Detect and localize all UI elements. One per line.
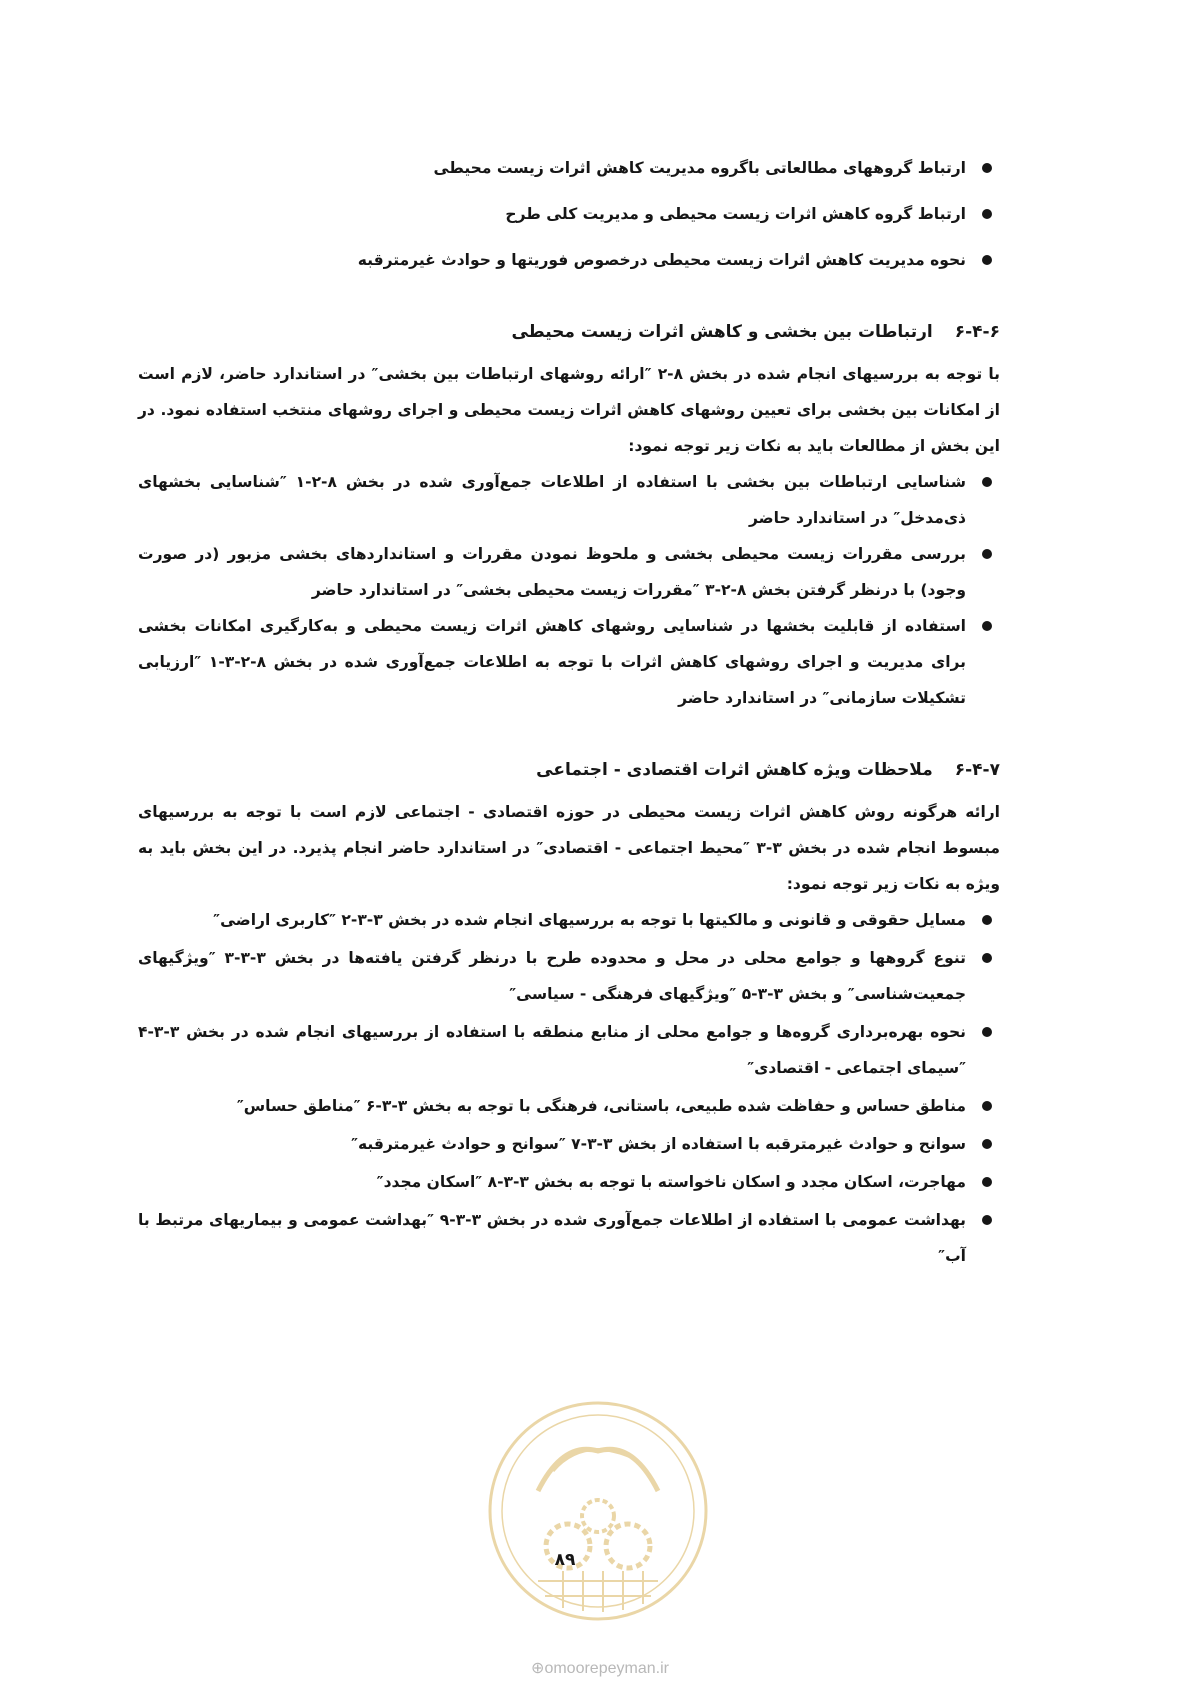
bullet-icon <box>982 621 992 631</box>
document-body <box>138 150 1000 1276</box>
bullet-icon <box>982 163 992 173</box>
list-item: ارتباط گروههای مطالعاتی باگروه مدیریت کاهش اثرات زیست محیطی <box>138 150 1000 186</box>
bullet-icon <box>982 1215 992 1225</box>
list-item: مهاجرت، اسکان مجدد و اسکان ناخواسته با توجه به بخش ۳-۳-۸ ″اسکان مجدد″ <box>138 1164 1000 1200</box>
list-item: بهداشت عمومی با استفاده از اطلاعات جمع‌آوری شده در بخش ۳-۳-۹ ″بهداشت عمومی و بیماریهای مرتبط با آب″ <box>138 1202 1000 1274</box>
bullet-icon <box>982 953 992 963</box>
list-item: استفاده از قابلیت بخشها در شناسایی روشهای کاهش اثرات زیست محیطی و به‌کارگیری امکانات بخشی برای مدیریت و اجرای روشهای کاهش اثرات با توجه به اطلاعات جمع‌آوری شده در بخش ۸-۲-۳-۱ ″ارزیابی تشکیلات سازمانی″ در استاندارد حاضر <box>138 608 1000 716</box>
list-item: شناسایی ارتباطات بین بخشی با استفاده از اطلاعات جمع‌آوری شده در بخش ۸-۲-۱ ″شناسایی بخشهای ذی‌مدخل″ در استاندارد حاضر <box>138 464 1000 536</box>
bullet-list-section-6 <box>138 464 1000 716</box>
list-item: نحوه مدیریت کاهش اثرات زیست محیطی درخصوص فوریتها و حوادث غیرمترقبه <box>138 242 1000 278</box>
section-heading-6-4-7 <box>138 752 1000 788</box>
bullet-icon <box>982 1027 992 1037</box>
list-item: مسایل حقوقی و قانونی و مالکیتها با توجه به بررسیهای انجام شده در بخش ۳-۳-۲ ″کاربری اراضی″ <box>138 902 1000 938</box>
globe-icon: ⊕ <box>531 1660 545 1677</box>
section-title: ارتباطات بین بخشی و کاهش اثرات زیست محیطی <box>511 322 933 342</box>
section-number: ۶-۴-۶ <box>954 322 1000 342</box>
section-paragraph: ارائه هرگونه روش کاهش اثرات زیست محیطی در حوزه اقتصادی - اجتماعی لازم است با توجه به بررسیهای مبسوط انجام شده در بخش ۳-۳ ″محیط اجتماعی - اقتصادی″ در استاندارد حاضر انجام پذیرد. در این بخش باید به ویژه به نکات زیر توجه نمود: <box>138 803 1000 893</box>
watermark-site-url: ⊕omoorepeyman.ir <box>531 1660 669 1677</box>
watermark-logo-icon <box>483 1396 713 1626</box>
list-item: نحوه بهره‌برداری گروه‌ها و جوامع محلی از منابع منطقه با استفاده از بررسیهای انجام شده در بخش ۳-۳-۴ ″سیمای اجتماعی - اقتصادی″ <box>138 1014 1000 1086</box>
section-title: ملاحظات ویژه کاهش اثرات اقتصادی - اجتماعی <box>536 760 933 780</box>
bullet-list-section-7 <box>138 902 1000 1274</box>
bullet-icon <box>982 1101 992 1111</box>
list-item: سوانح و حوادث غیرمترقبه با استفاده از بخش ۳-۳-۷ ″سوانح و حوادث غیرمترقبه″ <box>138 1126 1000 1162</box>
section-heading-6-4-6 <box>138 314 1000 350</box>
bullet-icon <box>982 1139 992 1149</box>
list-item: تنوع گروهها و جوامع محلی در محل و محدوده طرح با درنظر گرفتن یافته‌ها در بخش ۳-۳-۳ ″ویژگیهای جمعیت‌شناسی″ و بخش ۳-۳-۵ ″ویژگیهای فرهنگی - سیاسی″ <box>138 940 1000 1012</box>
bullet-icon <box>982 255 992 265</box>
list-item: بررسی مقررات زیست محیطی بخشی و ملحوظ نمودن مقررات و استانداردهای بخشی مزبور (در صورت وجود) با درنظر گرفتن بخش ۸-۲-۳ ″مقررات زیست محیطی بخشی″ در استاندارد حاضر <box>138 536 1000 608</box>
bullet-icon <box>982 209 992 219</box>
list-item: مناطق حساس و حفاظت شده طبیعی، باستانی، فرهنگی با توجه به بخش ۳-۳-۶ ″مناطق حساس″ <box>138 1088 1000 1124</box>
bullet-icon <box>982 1177 992 1187</box>
bullet-icon <box>982 477 992 487</box>
list-item: ارتباط گروه کاهش اثرات زیست محیطی و مدیریت کلی طرح <box>138 196 1000 232</box>
section-paragraph: با توجه به بررسیهای انجام شده در بخش ۸-۲ ″ارائه روشهای ارتباطات بین بخشی″ در استاندارد حاضر، لازم است از امکانات بین بخشی برای تعیین روشهای کاهش اثرات زیست محیطی و اجرای روشهای منتخب استفاده نمود. در این بخش از مطالعات باید به نکات زیر توجه نمود: <box>138 365 1000 455</box>
page-number: ۸۹ <box>554 1550 576 1570</box>
section-number: ۶-۴-۷ <box>954 760 1000 780</box>
bullet-icon <box>982 915 992 925</box>
bullet-icon <box>982 549 992 559</box>
bullet-list-top <box>138 150 1000 278</box>
